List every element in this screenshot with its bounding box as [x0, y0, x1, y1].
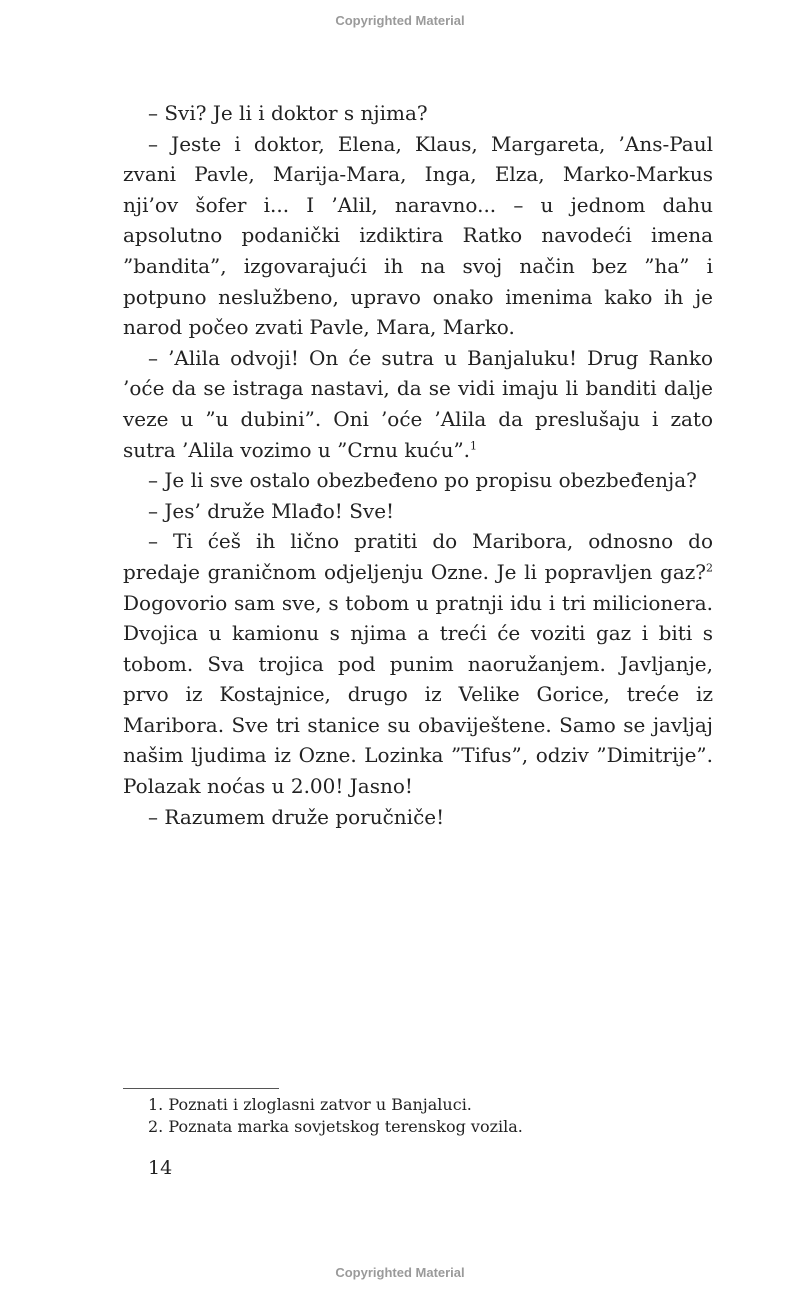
watermark-top: Copyrighted Material	[335, 13, 465, 28]
dialogue-paragraph: – Razumem druže poručniče!	[148, 804, 445, 829]
dialogue-paragraph-with-footnote	[123, 343, 713, 465]
paragraph-text: – Ti ćeš ih lično pratiti do Maribora, odnosno do predaje graničnom odjeljenju Ozne. Je li popravljen gaz?	[123, 529, 713, 584]
dialogue-paragraph-with-footnote	[123, 526, 713, 801]
footnote-2: 2. Poznata marka sovjetskog terenskog vozila.	[148, 1117, 523, 1136]
paragraph-text: – ’Alila odvoji! On će sutra u Banjaluku! Drug Ranko ’oće da se istraga nastavi, da se vidi imaju li banditi dalje veze u ”u dubini”. Oni ’oće ’Alila da preslušaju i zato sutra ’Alila vozimo u ”Crnu kuću”.	[123, 345, 713, 462]
watermark-bottom: Copyrighted Material	[335, 1265, 465, 1280]
dialogue-paragraph: – Jes’ druže Mlađo! Sve!	[148, 498, 395, 523]
dialogue-paragraph: – Jeste i doktor, Elena, Klaus, Margareta, ’Ans-Paul zvani Pavle, Marija-Mara, Inga, Elza, Marko-Markus nji’ov šofer i... I ’Alil, naravno... – u jednom dahu apsolutno podanički izdiktira Ratko navodeći imena ”bandita”, izgovarajući ih na svoj način bez ”ha” i potpuno neslužbeno, upravo onako imenima kako ih je narod počeo zvati Pavle, Mara, Marko.	[123, 131, 713, 340]
page-number: 14	[148, 1157, 173, 1179]
footnote-ref-2: 2	[706, 561, 713, 575]
dialogue-paragraph: – Svi? Je li i doktor s njima?	[148, 101, 428, 125]
footnote-ref-1: 1	[470, 438, 478, 452]
footnote-1: 1. Poznati i zloglasni zatvor u Banjaluci.	[148, 1095, 472, 1114]
paragraph-text-continued: Dogovorio sam sve, s tobom u pratnji idu i tri milicionera. Dvojica u kamionu s njima a treći će voziti gaz i biti s tobom. Sva trojica pod punim naoružanjem. Javljanje, prvo iz Kostajnice, drugo iz Velike Gorice, treće iz Maribora. Sve tri stanice su obaviještene. Samo se javljaj našim ljudima iz Ozne. Lozinka ”Tifus”, odziv ”Dimitrije”. Polazak noćas u 2.00! Jasno!	[123, 590, 713, 799]
footnotes	[148, 1094, 708, 1138]
footnote-divider	[123, 1088, 279, 1089]
dialogue-paragraph: – Je li sve ostalo obezbeđeno po propisu obezbeđenja?	[148, 468, 697, 493]
body-text	[123, 98, 713, 832]
